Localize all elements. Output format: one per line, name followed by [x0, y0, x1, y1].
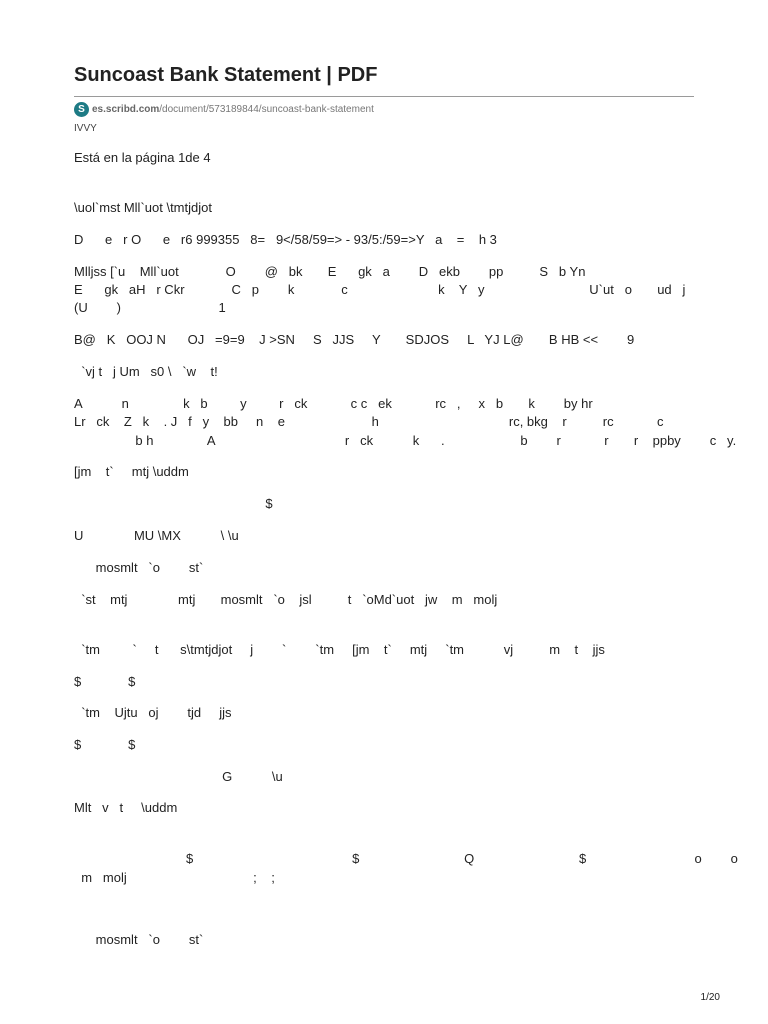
doc-line: U MU \MX \ \u: [74, 528, 239, 543]
document-title: Suncoast Bank Statement | PDF: [74, 64, 378, 86]
doc-line: b h A r ck k . b r r r ppby c y.: [74, 433, 737, 448]
doc-line: [jm t` mtj \uddm: [74, 464, 189, 479]
doc-line: mosmlt `o st`: [74, 932, 204, 947]
doc-line: G \u: [74, 769, 283, 784]
source-url-row[interactable]: [74, 101, 374, 117]
doc-line: (U ) 1: [74, 300, 226, 315]
scribd-logo-icon: S: [74, 102, 89, 117]
doc-line: A n k b y r ck c c ek rc , x b k by hr: [74, 396, 593, 411]
doc-line: Mlljss [`u Mll`uot O @ bk E gk a D ekb pp S b Yn: [74, 264, 586, 279]
url-path: /document/573189844/suncoast-bank-statement: [159, 103, 374, 115]
doc-line: B@ K OOJ N OJ =9=9 J >SN S JJS Y SDJOS L YJ L@ B HB << 9: [74, 332, 635, 347]
doc-line: `tm Ujtu oj tjd jjs: [74, 705, 232, 720]
doc-line: E gk aH r Ckr C p k c k Y y U`ut o ud j: [74, 282, 686, 297]
doc-line: \uol`mst Mll`uot \tmtjdjot: [74, 200, 212, 215]
doc-line: m molj ; ;: [74, 870, 275, 885]
doc-line: `vj t j Um s0 \ `w t!: [74, 364, 218, 379]
doc-line: $: [74, 496, 273, 511]
doc-line: mosmlt `o st`: [74, 560, 204, 575]
doc-line: $ $ Q $ o o: [74, 851, 738, 866]
doc-line: $ $: [74, 737, 136, 752]
doc-line: `st mtj mtj mosmlt `o jsl t `oMd`uot jw m molj: [74, 592, 498, 607]
doc-line: Lr ck Z k . J f y bb n e h rc, bkg r rc c: [74, 414, 664, 429]
doc-line: $ $: [74, 674, 136, 689]
doc-line: Está en la página 1de 4: [74, 150, 211, 165]
page-counter: 1/20: [700, 992, 720, 1003]
doc-line: Mlt v t \uddm: [74, 800, 178, 815]
title-divider: [74, 96, 694, 97]
url-host: es.scribd.com: [92, 103, 160, 115]
doc-line: D e r O e r6 999355 8= 9</58/59=> - 93/5:/59=>Y a = h 3: [74, 232, 497, 247]
doc-line: `tm ` t s\tmtjdjot j ` `tm [jm t` mtj `tm vj m t jjs: [74, 642, 605, 657]
doc-line: IVVY: [74, 123, 97, 134]
source-url[interactable]: [92, 104, 374, 115]
